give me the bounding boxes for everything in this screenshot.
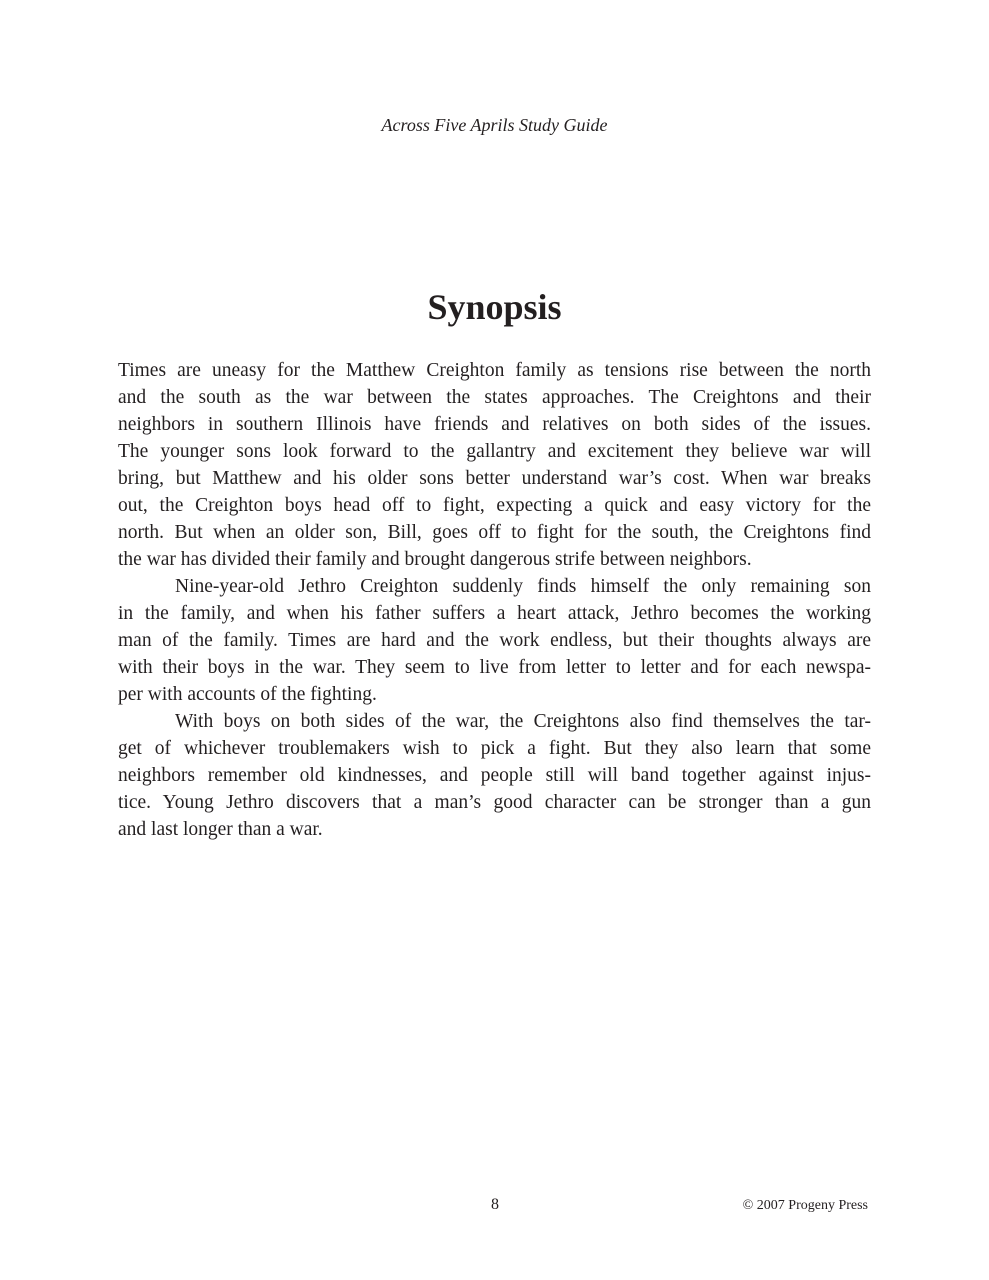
paragraph-line: with their boys in the war. They seem to live from letter to letter and for each newspa- <box>118 657 871 678</box>
page-number: 8 <box>491 1196 499 1213</box>
paragraph-line: neighbors in southern Illinois have friends and relatives on both sides of the issues. <box>118 414 871 435</box>
paragraph-line: man of the family. Times are hard and the work endless, but their thoughts always are <box>118 630 871 651</box>
paragraph-line: Times are uneasy for the Matthew Creighton family as tensions rise between the north <box>118 360 871 381</box>
page-title: Synopsis <box>427 287 562 327</box>
paragraph-line: neighbors remember old kindnesses, and people still will band together against injus- <box>118 765 871 786</box>
paragraph-line: the war has divided their family and brought dangerous strife between neighbors. <box>118 549 752 570</box>
paragraph-line: per with accounts of the fighting. <box>118 684 377 705</box>
paragraph-line: bring, but Matthew and his older sons better understand war’s cost. When war breaks <box>118 468 871 489</box>
paragraph-line: and the south as the war between the states approaches. The Creightons and their <box>118 387 871 408</box>
paragraph-line: tice. Young Jethro discovers that a man’s good character can be stronger than a gun <box>118 792 871 813</box>
copyright: © 2007 Progeny Press <box>742 1198 868 1213</box>
paragraph-line: get of whichever troublemakers wish to pick a fight. But they also learn that some <box>118 738 871 759</box>
synopsis-body <box>118 357 871 843</box>
running-header: Across Five Aprils Study Guide <box>381 115 608 135</box>
paragraph-line: in the family, and when his father suffers a heart attack, Jethro becomes the working <box>118 603 871 624</box>
paragraph-line: and last longer than a war. <box>118 819 323 840</box>
paragraph-line: Nine-year-old Jethro Creighton suddenly finds himself the only remaining son <box>175 576 871 597</box>
paragraph-line: north. But when an older son, Bill, goes off to fight for the south, the Creightons find <box>118 522 871 543</box>
paragraph-line: out, the Creighton boys head off to fight, expecting a quick and easy victory for the <box>118 495 871 516</box>
paragraph-line: The younger sons look forward to the gallantry and excitement they believe war will <box>118 441 871 462</box>
paragraph-line: With boys on both sides of the war, the Creightons also find themselves the tar- <box>175 711 871 732</box>
